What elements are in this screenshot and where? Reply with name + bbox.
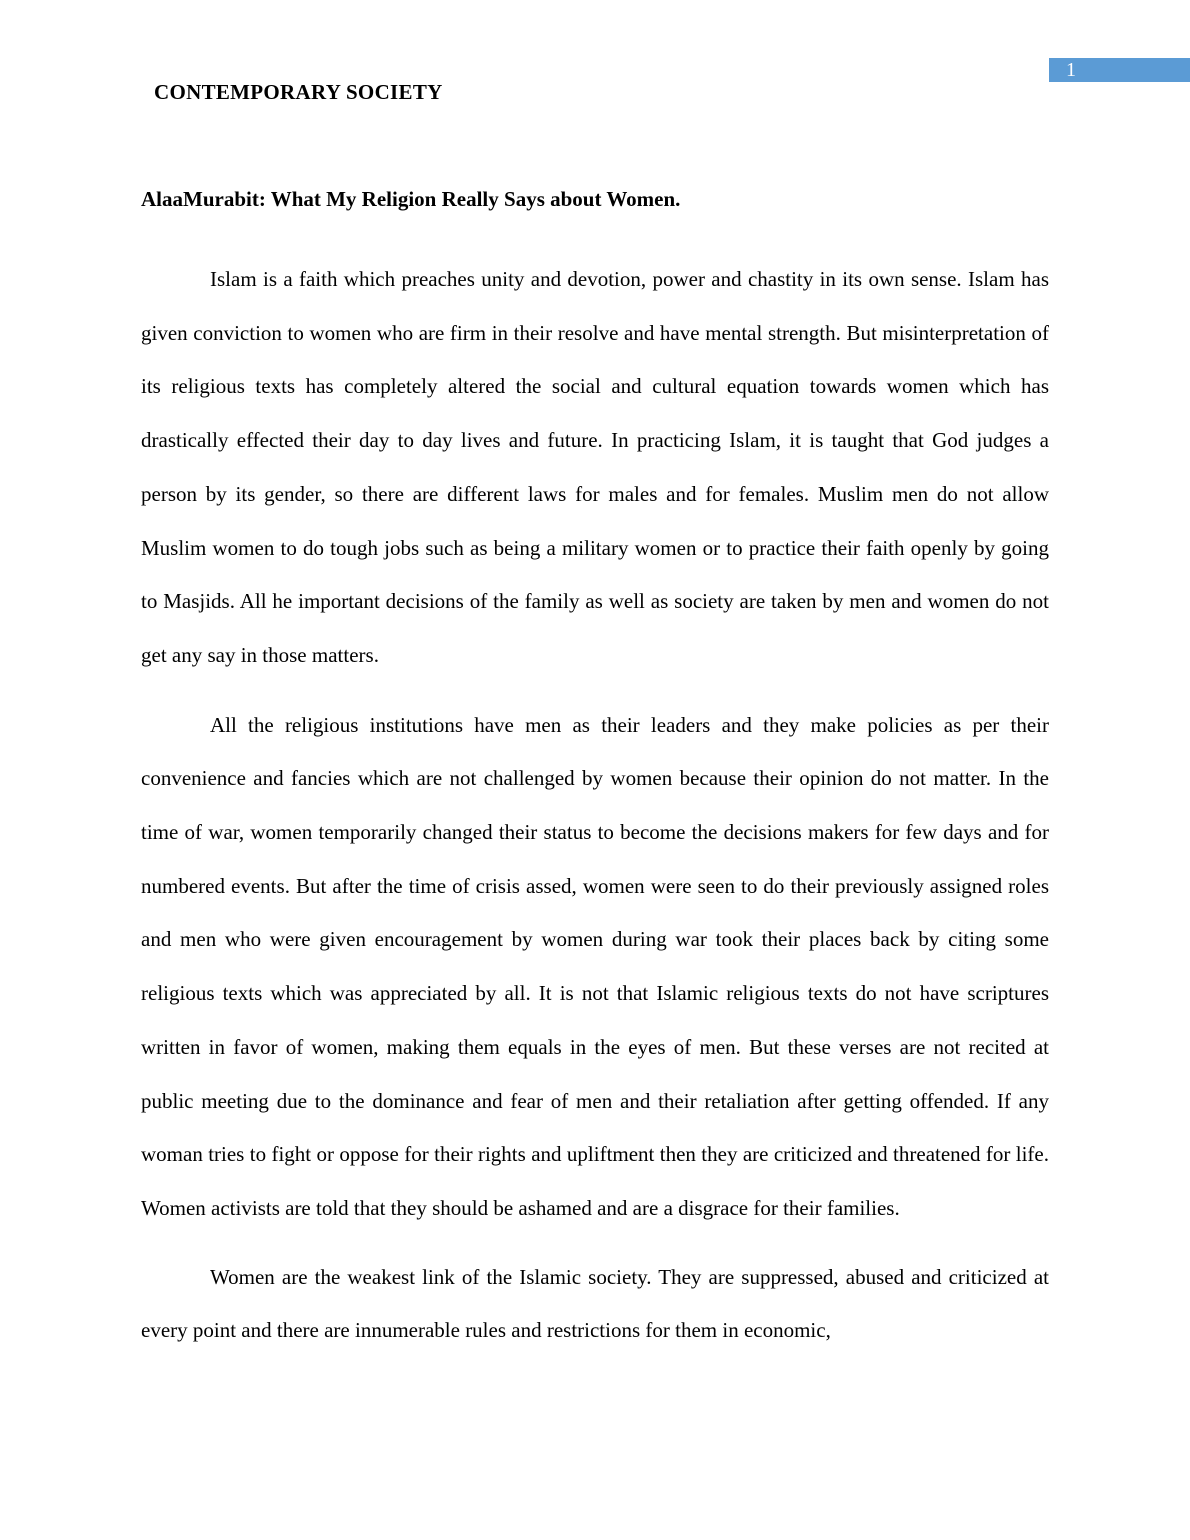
page-number: 1 — [1049, 58, 1190, 82]
document-title: AlaaMurabit: What My Religion Really Says about Women. — [141, 187, 681, 211]
document-body — [141, 186, 1049, 1358]
running-head: CONTEMPORARY SOCIETY — [154, 80, 443, 104]
paragraph-2: All the religious institutions have men as their leaders and they make policies as per their convenience and fancies which are not challenged by women because their opinion do not matter. In the time of war, women temporarily changed their status to become the decisions makers for few days and for numbered events. But after the time of crisis assed, women were seen to do their previously assigned roles and men who were given encouragement by women during war took their places back by citing some religious texts which was appreciated by all. It is not that Islamic religious texts do not have scriptures written in favor of women, making them equals in the eyes of men. But these verses are not recited at public meeting due to the dominance and fear of men and their retaliation after getting offended. If any woman tries to fight or oppose for their rights and upliftment then they are criticized and threatened for life. Women activists are told that they should be ashamed and are a disgrace for their families. — [141, 712, 1049, 1220]
paragraph-1: Islam is a faith which preaches unity and devotion, power and chastity in its own sense. Islam has given conviction to women who are firm in their resolve and have mental strength. But misinterpretation of its religious texts has completely altered the social and cultural equation towards women which has drastically effected their day to day lives and future. In practicing Islam, it is taught that God judges a person by its gender, so there are different laws for males and for females. Muslim men do not allow Muslim women to do tough jobs such as being a military women or to practice their faith openly by going to Masjids. All he important decisions of the family as well as society are taken by men and women do not get any say in those matters. — [141, 267, 1049, 667]
paragraph-3: Women are the weakest link of the Islamic society. They are suppressed, abused and criticized at every point and there are innumerable rules and restrictions for them in economic, — [141, 1264, 1049, 1343]
